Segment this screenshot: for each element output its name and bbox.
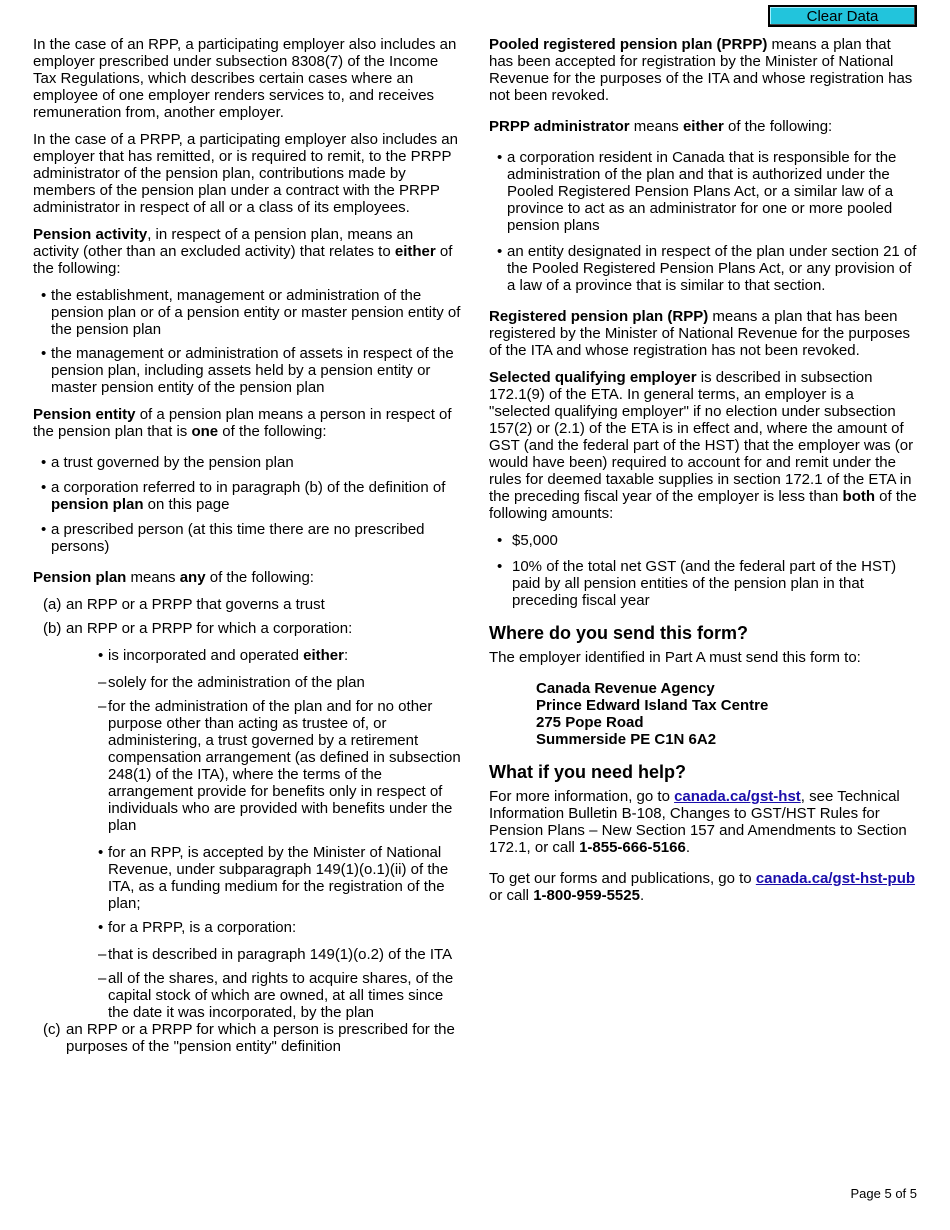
forms-paragraph: To get our forms and publications, go to canada.ca/gst-hst-pub or call 1-800-959-5525. [489, 870, 916, 904]
gst-hst-pub-link[interactable]: canada.ca/gst-hst-pub [755, 870, 916, 887]
operation-purpose-list [98, 674, 463, 834]
list-item: – that is described in paragraph 149(1)(o.2) of the ITA [98, 946, 463, 963]
pension-plan-definition: Pension plan means any of the following: [33, 569, 314, 586]
send-form-text: The employer identified in Part A must send this form to: [489, 649, 861, 666]
list-item: • a corporation referred to in paragraph (b) of the definition of pension plan on this page [33, 479, 463, 513]
prpp-employer-paragraph: In the case of a PRPP, a participating employer also includes an employer that has remitted, or is required to remit, to the PRPP administrator of the pension plan, contributions made by members of the pension plan under a contract with the PRPP administrator in respect of all or a class of its employees. [33, 131, 458, 216]
pension-entity-list [33, 454, 463, 555]
list-item: • an entity designated in respect of the plan under section 21 of the Pooled Registered Pension Plans Act, or any provision of a law of a province that is similar to that section. [489, 243, 919, 294]
list-item: • the establishment, management or administration of the pension plan or of a pension entity or master pension entity of the pension plan [33, 287, 463, 338]
amounts-list [489, 532, 919, 609]
list-item: • is incorporated and operated either: – solely for the administration of the plan – for the administration of the plan and for no other purpose other than acting as trustee of, or administering, a trust governed by a retirement compensation arrangement (as defined in subsection 248(1) of the ITA), where the terms of the arrangement provide for benefits only in respect of individuals who are provided with benefits under the plan [98, 647, 463, 834]
address-line: Summerside PE C1N 6A2 [536, 731, 717, 748]
list-item: • a prescribed person (at this time there are no prescribed persons) [33, 521, 463, 555]
list-item: (c) an RPP or a PRPP for which a person is prescribed for the purposes of the "pension entity" definition [43, 1021, 455, 1055]
prpp-administrator-list [489, 149, 919, 294]
prpp-corporation-list [98, 946, 463, 1021]
list-item: • a corporation resident in Canada that is responsible for the administration of the plan and that is authorized under the Pooled Registered Pension Plans Act, or a similar law of a province to act as an administrator for one or more pooled pension plans [489, 149, 919, 234]
page-number: Page 5 of 5 [850, 1186, 917, 1201]
prpp-administrator-definition: PRPP administrator means either of the following: [489, 118, 833, 135]
list-item: (a) an RPP or a PRPP that governs a trust [43, 596, 325, 613]
list-item: – for the administration of the plan and for no other purpose other than acting as trustee of, or administering, a trust governed by a retirement compensation arrangement (as defined in subsection 248(1) of the ITA), where the terms of the arrangement provide for benefits only in respect of individuals who are provided with benefits under the plan [98, 698, 463, 834]
pension-plan-list [43, 596, 463, 1055]
rpp-definition: Registered pension plan (RPP) means a plan that has been registered by the Minister of National Revenue for the purposes of the ITA and whose registration has not been revoked. [489, 308, 911, 359]
list-item: • $5,000 [489, 532, 919, 549]
prpp-definition: Pooled registered pension plan (PRPP) means a plan that has been accepted for registration by the Minister of National Revenue for the purposes of the ITA and whose registration has not been revoked. [489, 36, 913, 104]
selected-qualifying-employer-definition: Selected qualifying employer is described in subsection 172.1(9) of the ETA. In general terms, an employer is a "selected qualifying employer" if no election under subsection 157(2) or (2.1) of the ETA is in effect and, where the amount of GST (and the federal part of the HST) that the employer was (or would have been) required to account for and remit under the rules for deemed taxable supplies in section 172.1 of the ETA in the preceding fiscal year of the employer is less than both of the following amounts: [489, 369, 917, 522]
pension-activity-definition: Pension activity, in respect of a pension plan, means an activity (other than an excluded activity) that relates to either of the following: [33, 226, 453, 277]
list-item: • 10% of the total net GST (and the federal part of the HST) paid by all pension entities of the pension plan in that preceding fiscal year [489, 558, 919, 609]
left-column [33, 36, 463, 1062]
help-paragraph: For more information, go to canada.ca/gst-hst, see Technical Information Bulletin B-108, Changes to GST/HST Rules for Pension Plans – New Section 157 and Amendments to Section 172.1, or call 1-855-666-5166. [489, 788, 907, 856]
address-line: Canada Revenue Agency [536, 680, 715, 697]
send-form-heading: Where do you send this form? [489, 623, 749, 643]
list-item: • the management or administration of assets in respect of the pension plan, including assets held by a pension entity or master pension entity of the pension plan [33, 345, 463, 396]
list-item: • for an RPP, is accepted by the Minister of National Revenue, under subparagraph 149(1)(o.1)(ii) of the ITA, as a funding medium for the registration of the plan; [98, 844, 463, 912]
list-item: (b) an RPP or a PRPP for which a corporation: • is incorporated and operated either: – solely for the administration of the plan – for the administration of the plan and for no other purpose other than acting as trustee of, or administering, a trust governed by a retirement compensation arrangement (as defined in subsection 248(1) of the ITA), where the terms of the arrangement provide for benefits only in respect of individuals who are provided with benefits under the plan • for an RPP, is accepted by the Minister of National Revenue, under subparagraph 149(1)(o.1)(ii) of the ITA, as a funding medium for the registration of the plan; • for a PRPP, is a corporation: – that is described in paragraph 149(1)(o.2) of the ITA – all of the shares, and rights to acquire shares, of the capital stock of which are owned, at all times since the date it was incorporated, by the plan [43, 620, 463, 1021]
help-heading: What if you need help? [489, 762, 686, 782]
pension-activity-list [33, 287, 463, 396]
clear-data-button[interactable]: Clear Data [768, 5, 917, 27]
list-item: • for a PRPP, is a corporation: – that is described in paragraph 149(1)(o.2) of the ITA – all of the shares, and rights to acquire shares, of the capital stock of which are owned, at all times since the date it was incorporated, by the plan [98, 919, 463, 1021]
corporation-conditions-list [98, 647, 463, 1021]
address-line: Prince Edward Island Tax Centre [536, 697, 769, 714]
right-column [489, 36, 919, 914]
rpp-employer-paragraph: In the case of an RPP, a participating employer also includes an employer prescribed under subsection 8308(7) of the Income Tax Regulations, which describes certain cases where an employee of one employer renders services to, and receives remuneration from, another employer. [33, 36, 457, 121]
list-item: – solely for the administration of the plan [98, 674, 463, 691]
pension-entity-definition: Pension entity of a pension plan means a person in respect of the pension plan that is one of the following: [33, 406, 452, 440]
address-line: 275 Pope Road [536, 714, 644, 731]
list-item: • a trust governed by the pension plan [33, 454, 463, 471]
gst-hst-link[interactable]: canada.ca/gst-hst [674, 788, 801, 805]
mailing-address [536, 680, 919, 748]
list-item: – all of the shares, and rights to acquire shares, of the capital stock of which are owned, at all times since the date it was incorporated, by the plan [98, 970, 463, 1021]
